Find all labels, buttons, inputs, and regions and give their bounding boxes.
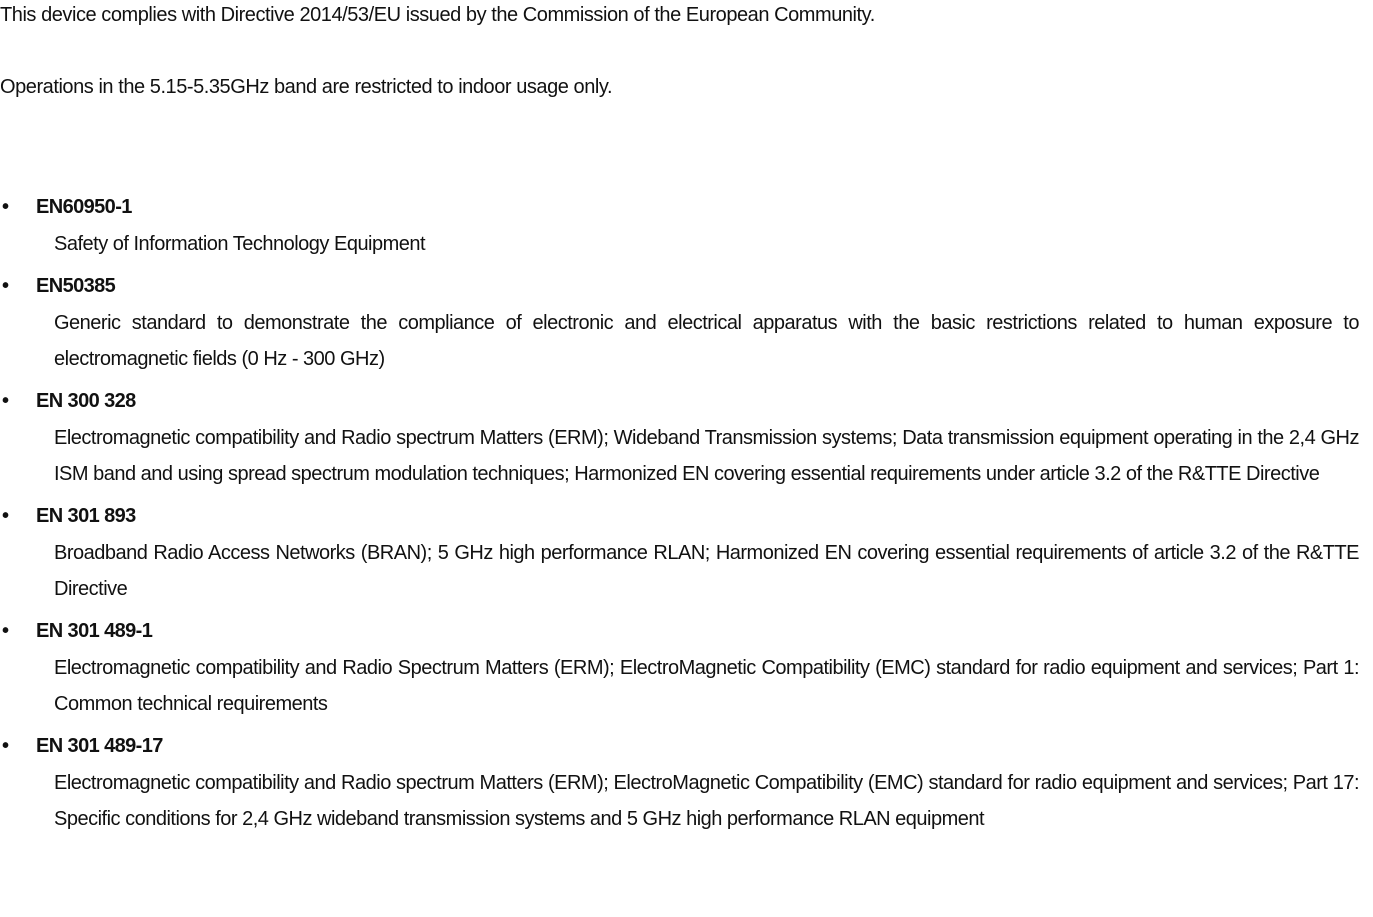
- bullet-icon: •: [2, 620, 10, 642]
- list-item: [0, 272, 1373, 377]
- list-item: [0, 732, 1373, 837]
- standard-code: EN 300 328: [36, 390, 136, 412]
- list-item: [0, 387, 1373, 492]
- standard-code: EN60950-1: [36, 196, 132, 218]
- standard-description: Electromagnetic compatibility and Radio Spectrum Matters (ERM); ElectroMagnetic Compatibility (EMC) standard for radio equipment and services; Part 1: Common technical requirements: [54, 657, 1359, 715]
- bullet-icon: •: [2, 390, 10, 412]
- standard-code: EN50385: [36, 275, 116, 297]
- bullet-icon: •: [2, 196, 10, 218]
- standard-description: Electromagnetic compatibility and Radio spectrum Matters (ERM); ElectroMagnetic Compatibility (EMC) standard for radio equipment and services; Part 17: Specific conditions for 2,4 GHz wideband transmission systems and 5 GHz high performance RLAN equipment: [54, 772, 1359, 830]
- standard-code: EN 301 893: [36, 505, 136, 527]
- standard-description: Generic standard to demonstrate the compliance of electronic and electrical apparatus with the basic restrictions related to human exposure to electromagnetic fields (0 Hz - 300 GHz): [54, 312, 1359, 370]
- bullet-icon: •: [2, 505, 10, 527]
- list-item: [0, 502, 1373, 607]
- list-item: [0, 617, 1373, 722]
- bullet-icon: •: [2, 735, 10, 757]
- standards-list: [0, 193, 1373, 847]
- standard-description: Safety of Information Technology Equipment: [54, 233, 426, 255]
- standard-description: Broadband Radio Access Networks (BRAN); 5 GHz high performance RLAN; Harmonized EN covering essential requirements of article 3.2 of the R&TTE Directive: [54, 542, 1359, 600]
- list-item: [0, 193, 1373, 262]
- bullet-icon: •: [2, 275, 10, 297]
- directive-compliance-text: This device complies with Directive 2014/53/EU issued by the Commission of the European Community.: [0, 4, 875, 26]
- band-restriction-text: Operations in the 5.15-5.35GHz band are restricted to indoor usage only.: [0, 76, 613, 98]
- standard-description: Electromagnetic compatibility and Radio spectrum Matters (ERM); Wideband Transmission systems; Data transmission equipment operating in the 2,4 GHz ISM band and using spread spectrum modulation techniques; Harmonized EN covering essential requirements under article 3.2 of the R&TTE Directive: [54, 427, 1359, 485]
- standard-code: EN 301 489-1: [36, 620, 153, 642]
- standard-code: EN 301 489-17: [36, 735, 163, 757]
